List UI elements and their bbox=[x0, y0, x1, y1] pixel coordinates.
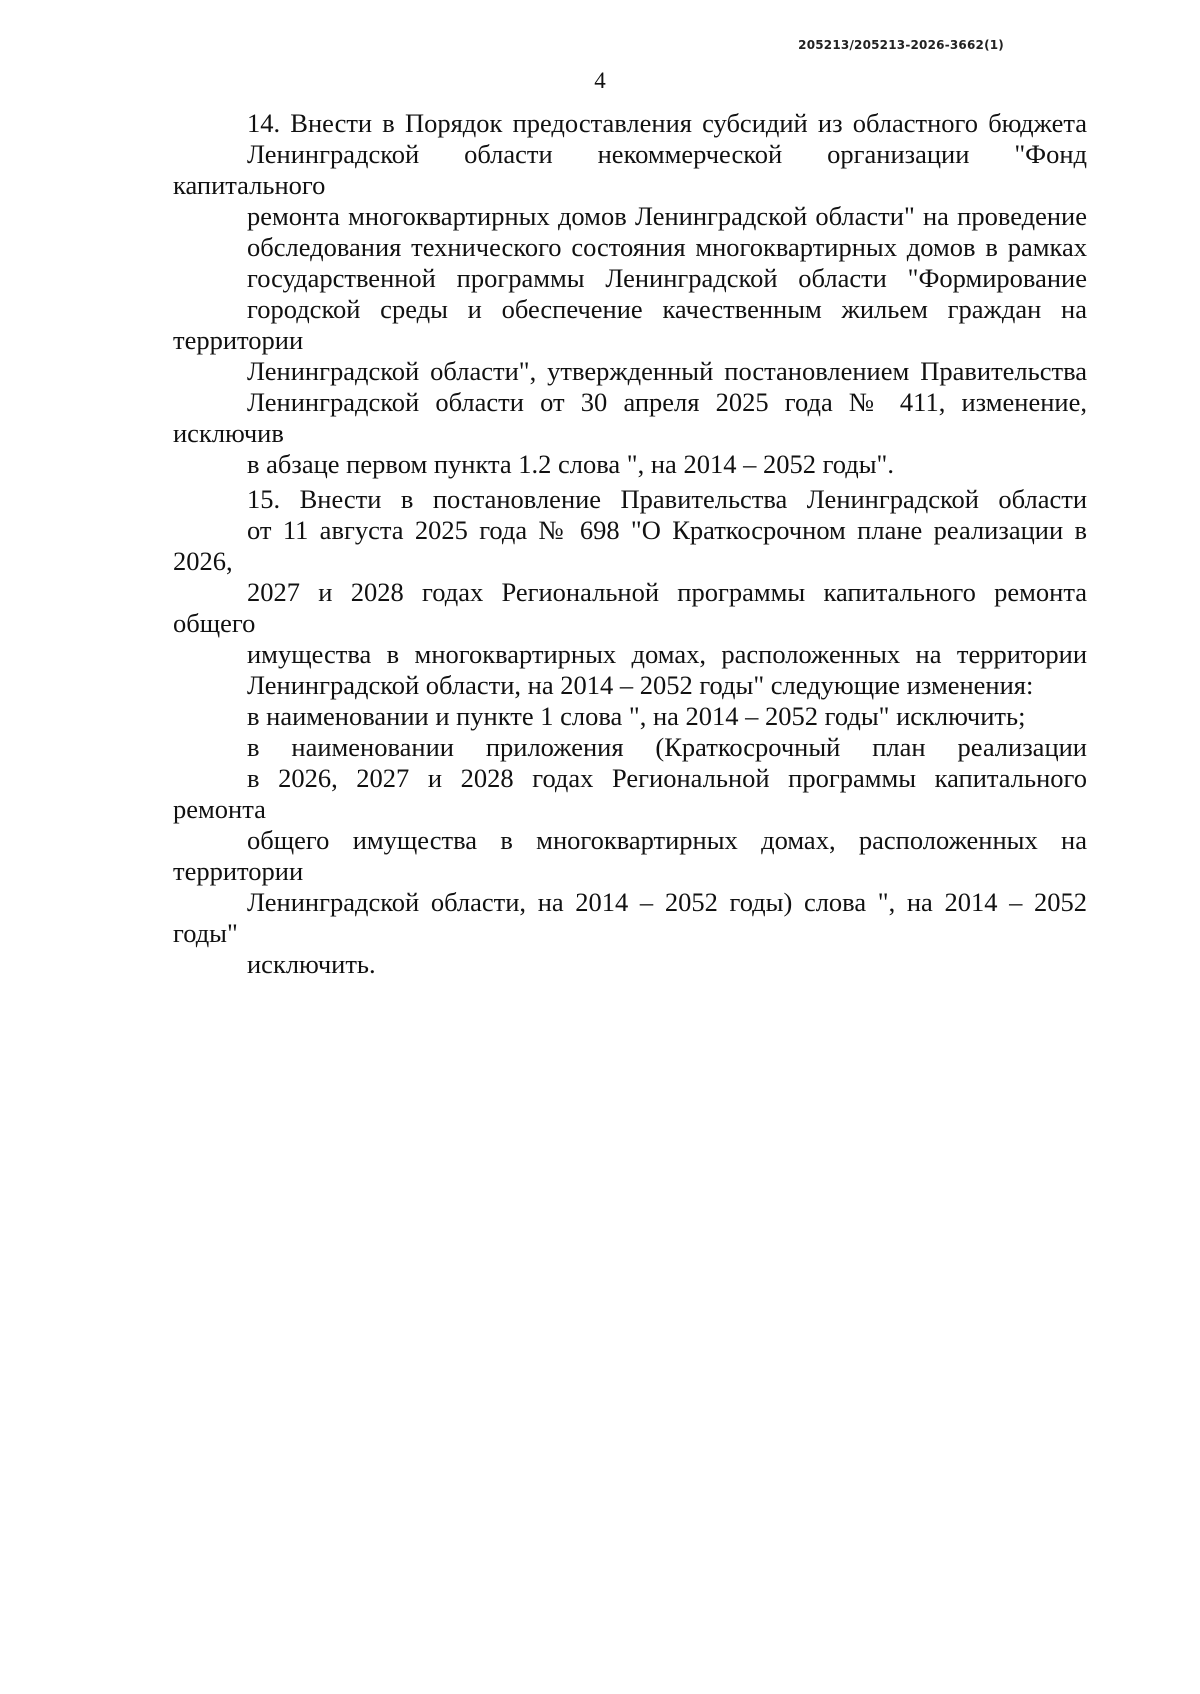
text-line: Ленинградской области, на 2014 – 2052 годы) слова ", на 2014 – 2052 годы" bbox=[173, 887, 1087, 948]
text-line: в 2026, 2027 и 2028 годах Региональной программы капитального ремонта bbox=[173, 763, 1087, 824]
paragraph-15-item-1 bbox=[173, 701, 1087, 732]
text-line: в наименовании и пункте 1 слова ", на 2014 – 2052 годы" исключить; bbox=[247, 701, 1026, 731]
paragraph-15 bbox=[173, 484, 1087, 701]
text-line: общего имущества в многоквартирных домах, расположенных на территории bbox=[173, 825, 1087, 886]
text-line: государственной программы Ленинградской области "Формирование bbox=[247, 263, 1087, 293]
text-line: Ленинградской области", утвержденный постановлением Правительства bbox=[247, 356, 1087, 386]
paragraph-15-item-2 bbox=[173, 732, 1087, 980]
text-line: Ленинградской области некоммерческой организации "Фонд капитального bbox=[173, 139, 1087, 200]
text-line: в наименовании приложения (Краткосрочный план реализации bbox=[247, 732, 1087, 762]
document-body bbox=[173, 108, 1087, 980]
paragraph-14 bbox=[173, 108, 1087, 480]
text-line: ремонта многоквартирных домов Ленинградской области" на проведение bbox=[247, 201, 1087, 231]
text-line: 15. Внести в постановление Правительства Ленинградской области bbox=[247, 484, 1087, 514]
text-line: от 11 августа 2025 года № 698 "О Краткосрочном плане реализации в 2026, bbox=[173, 515, 1087, 576]
text-line: 2027 и 2028 годах Региональной программы капитального ремонта общего bbox=[173, 577, 1087, 638]
page-number: 4 bbox=[594, 68, 606, 93]
text-line: в абзаце первом пункта 1.2 слова ", на 2014 – 2052 годы". bbox=[247, 449, 894, 479]
document-id: 205213/205213-2026-3662(1) bbox=[798, 38, 1004, 52]
text-line: исключить. bbox=[247, 949, 376, 979]
text-line: Ленинградской области, на 2014 – 2052 годы" следующие изменения: bbox=[247, 670, 1034, 700]
text-line: Ленинградской области от 30 апреля 2025 года № 411, изменение, исключив bbox=[173, 387, 1087, 448]
text-line: городской среды и обеспечение качественным жильем граждан на территории bbox=[173, 294, 1087, 355]
text-line: имущества в многоквартирных домах, расположенных на территории bbox=[247, 639, 1087, 669]
text-line: обследования технического состояния многоквартирных домов в рамках bbox=[247, 232, 1087, 262]
text-line: 14. Внести в Порядок предоставления субсидий из областного бюджета bbox=[247, 108, 1087, 138]
